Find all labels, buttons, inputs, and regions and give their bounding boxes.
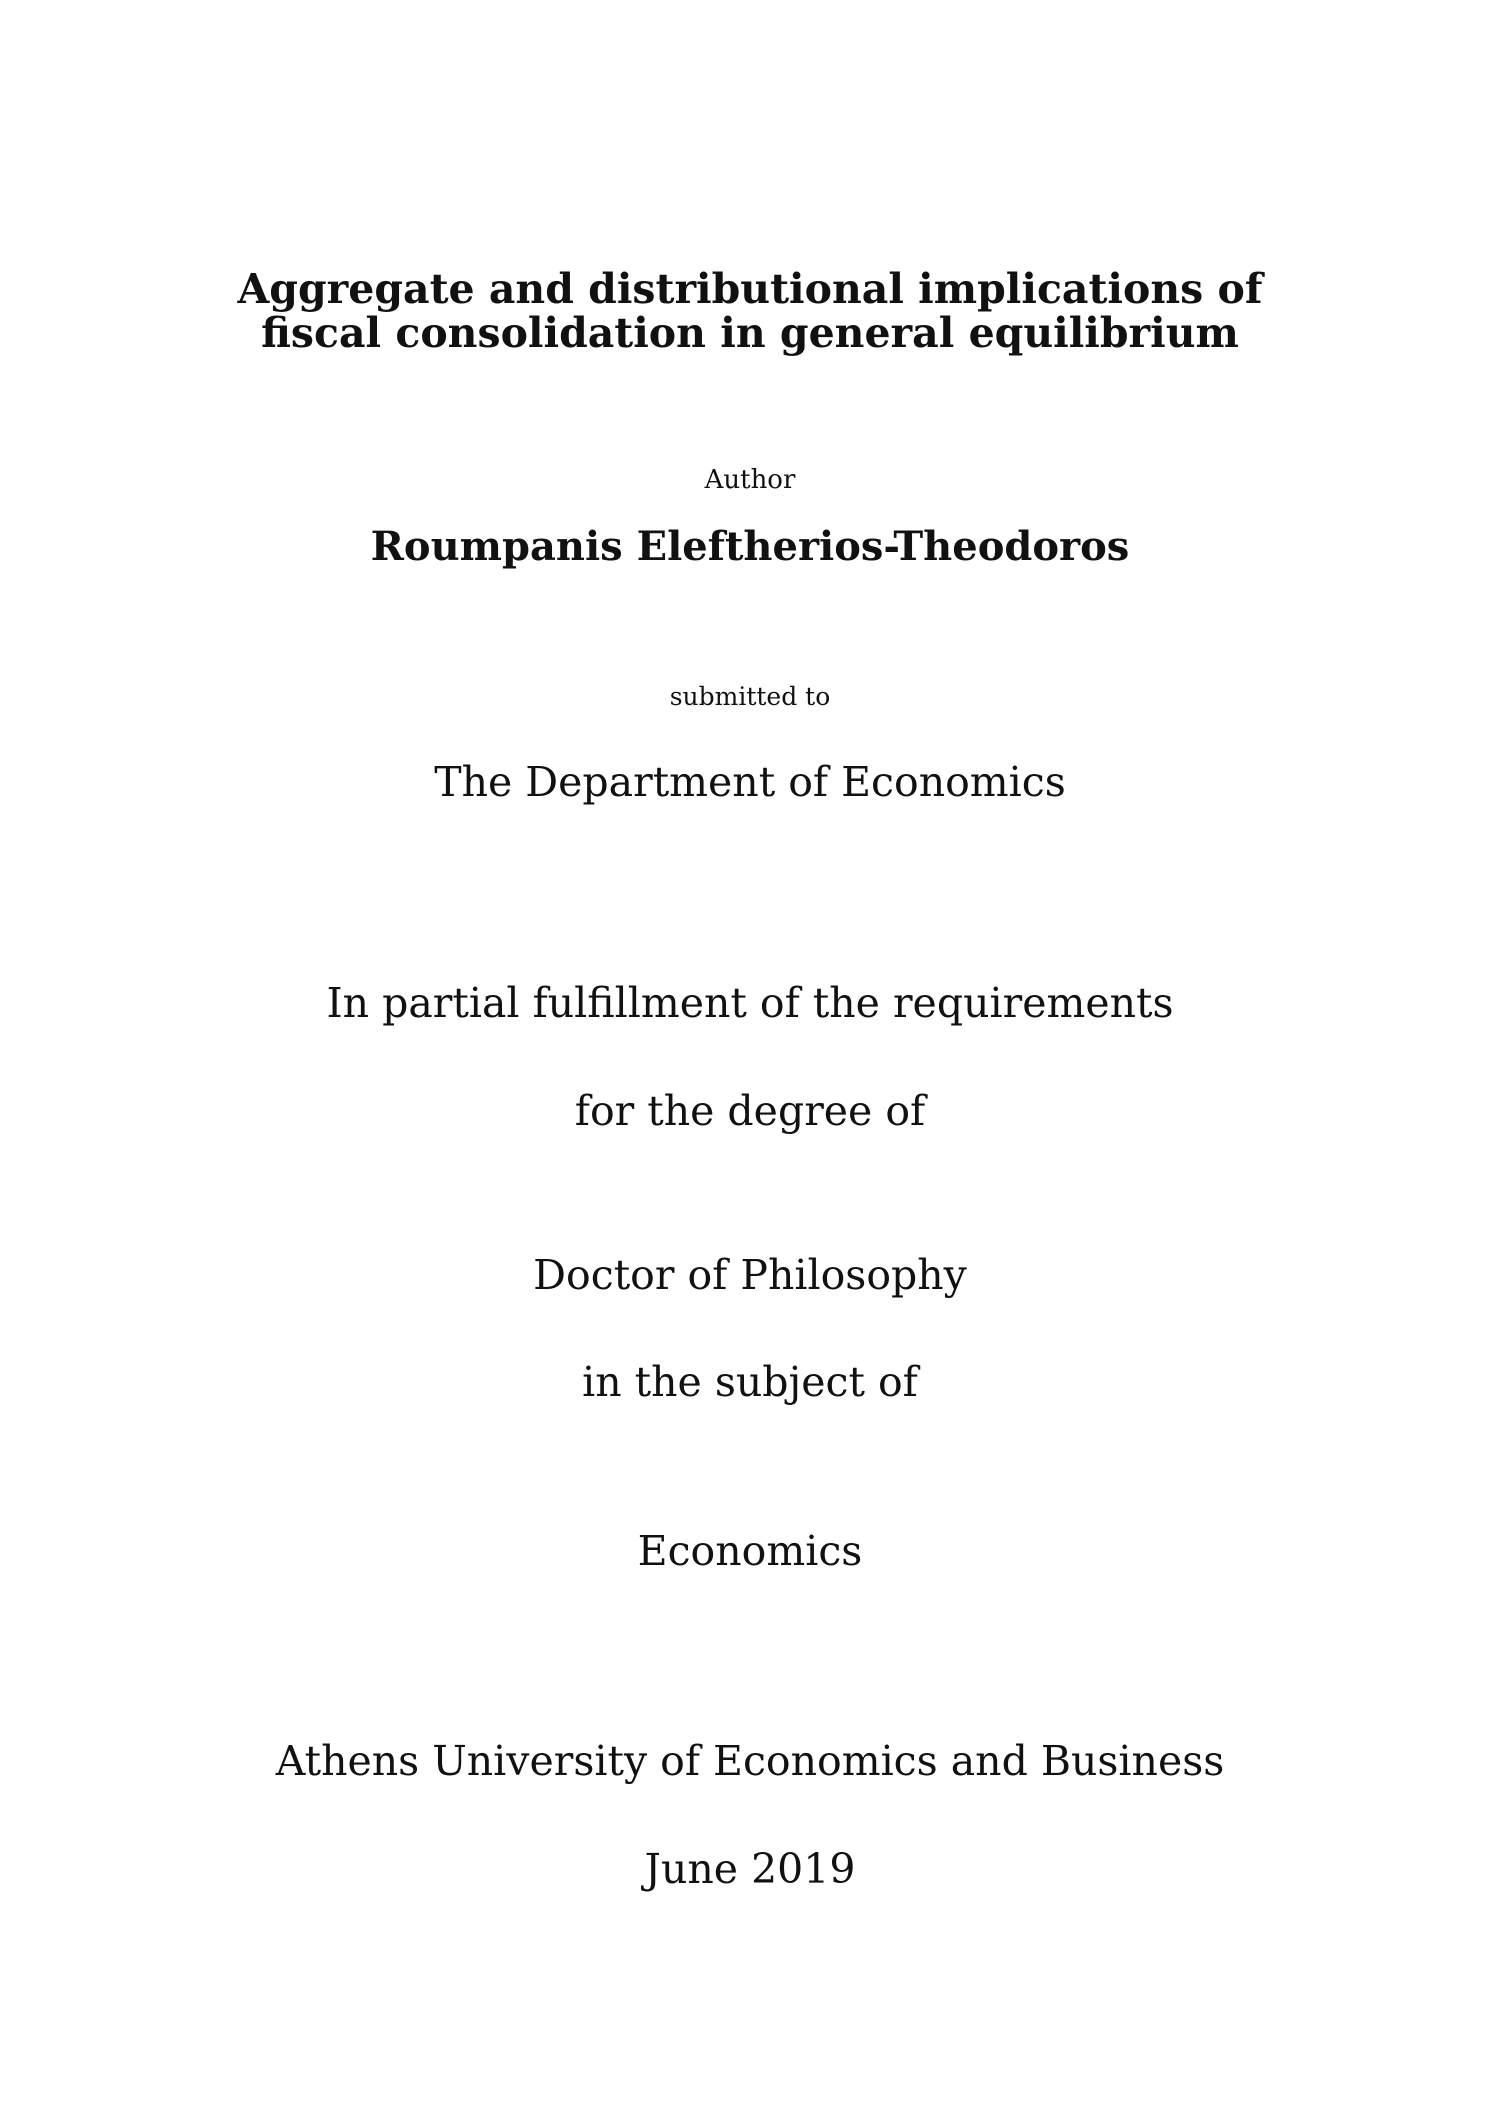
university-name: Athens University of Economics and Business <box>275 1737 1225 1785</box>
submitted-to-label: submitted to <box>669 682 831 711</box>
department-name: The Department of Economics <box>434 758 1066 806</box>
requirements-line-2: for the degree of <box>574 1087 926 1135</box>
subject-label: in the subject of <box>582 1358 918 1406</box>
thesis-title-line-1: Aggregate and distributional implications of <box>237 265 1263 313</box>
submission-date: June 2019 <box>644 1845 856 1893</box>
subject-name: Economics <box>637 1527 863 1575</box>
author-label: Author <box>704 465 796 495</box>
author-name: Roumpanis Eleftherios-Theodoros <box>370 523 1130 570</box>
degree-name: Doctor of Philosophy <box>533 1251 967 1299</box>
requirements-line-1: In partial fulfillment of the requirements <box>326 979 1174 1027</box>
thesis-title-line-2: fiscal consolidation in general equilibrium <box>261 309 1239 357</box>
